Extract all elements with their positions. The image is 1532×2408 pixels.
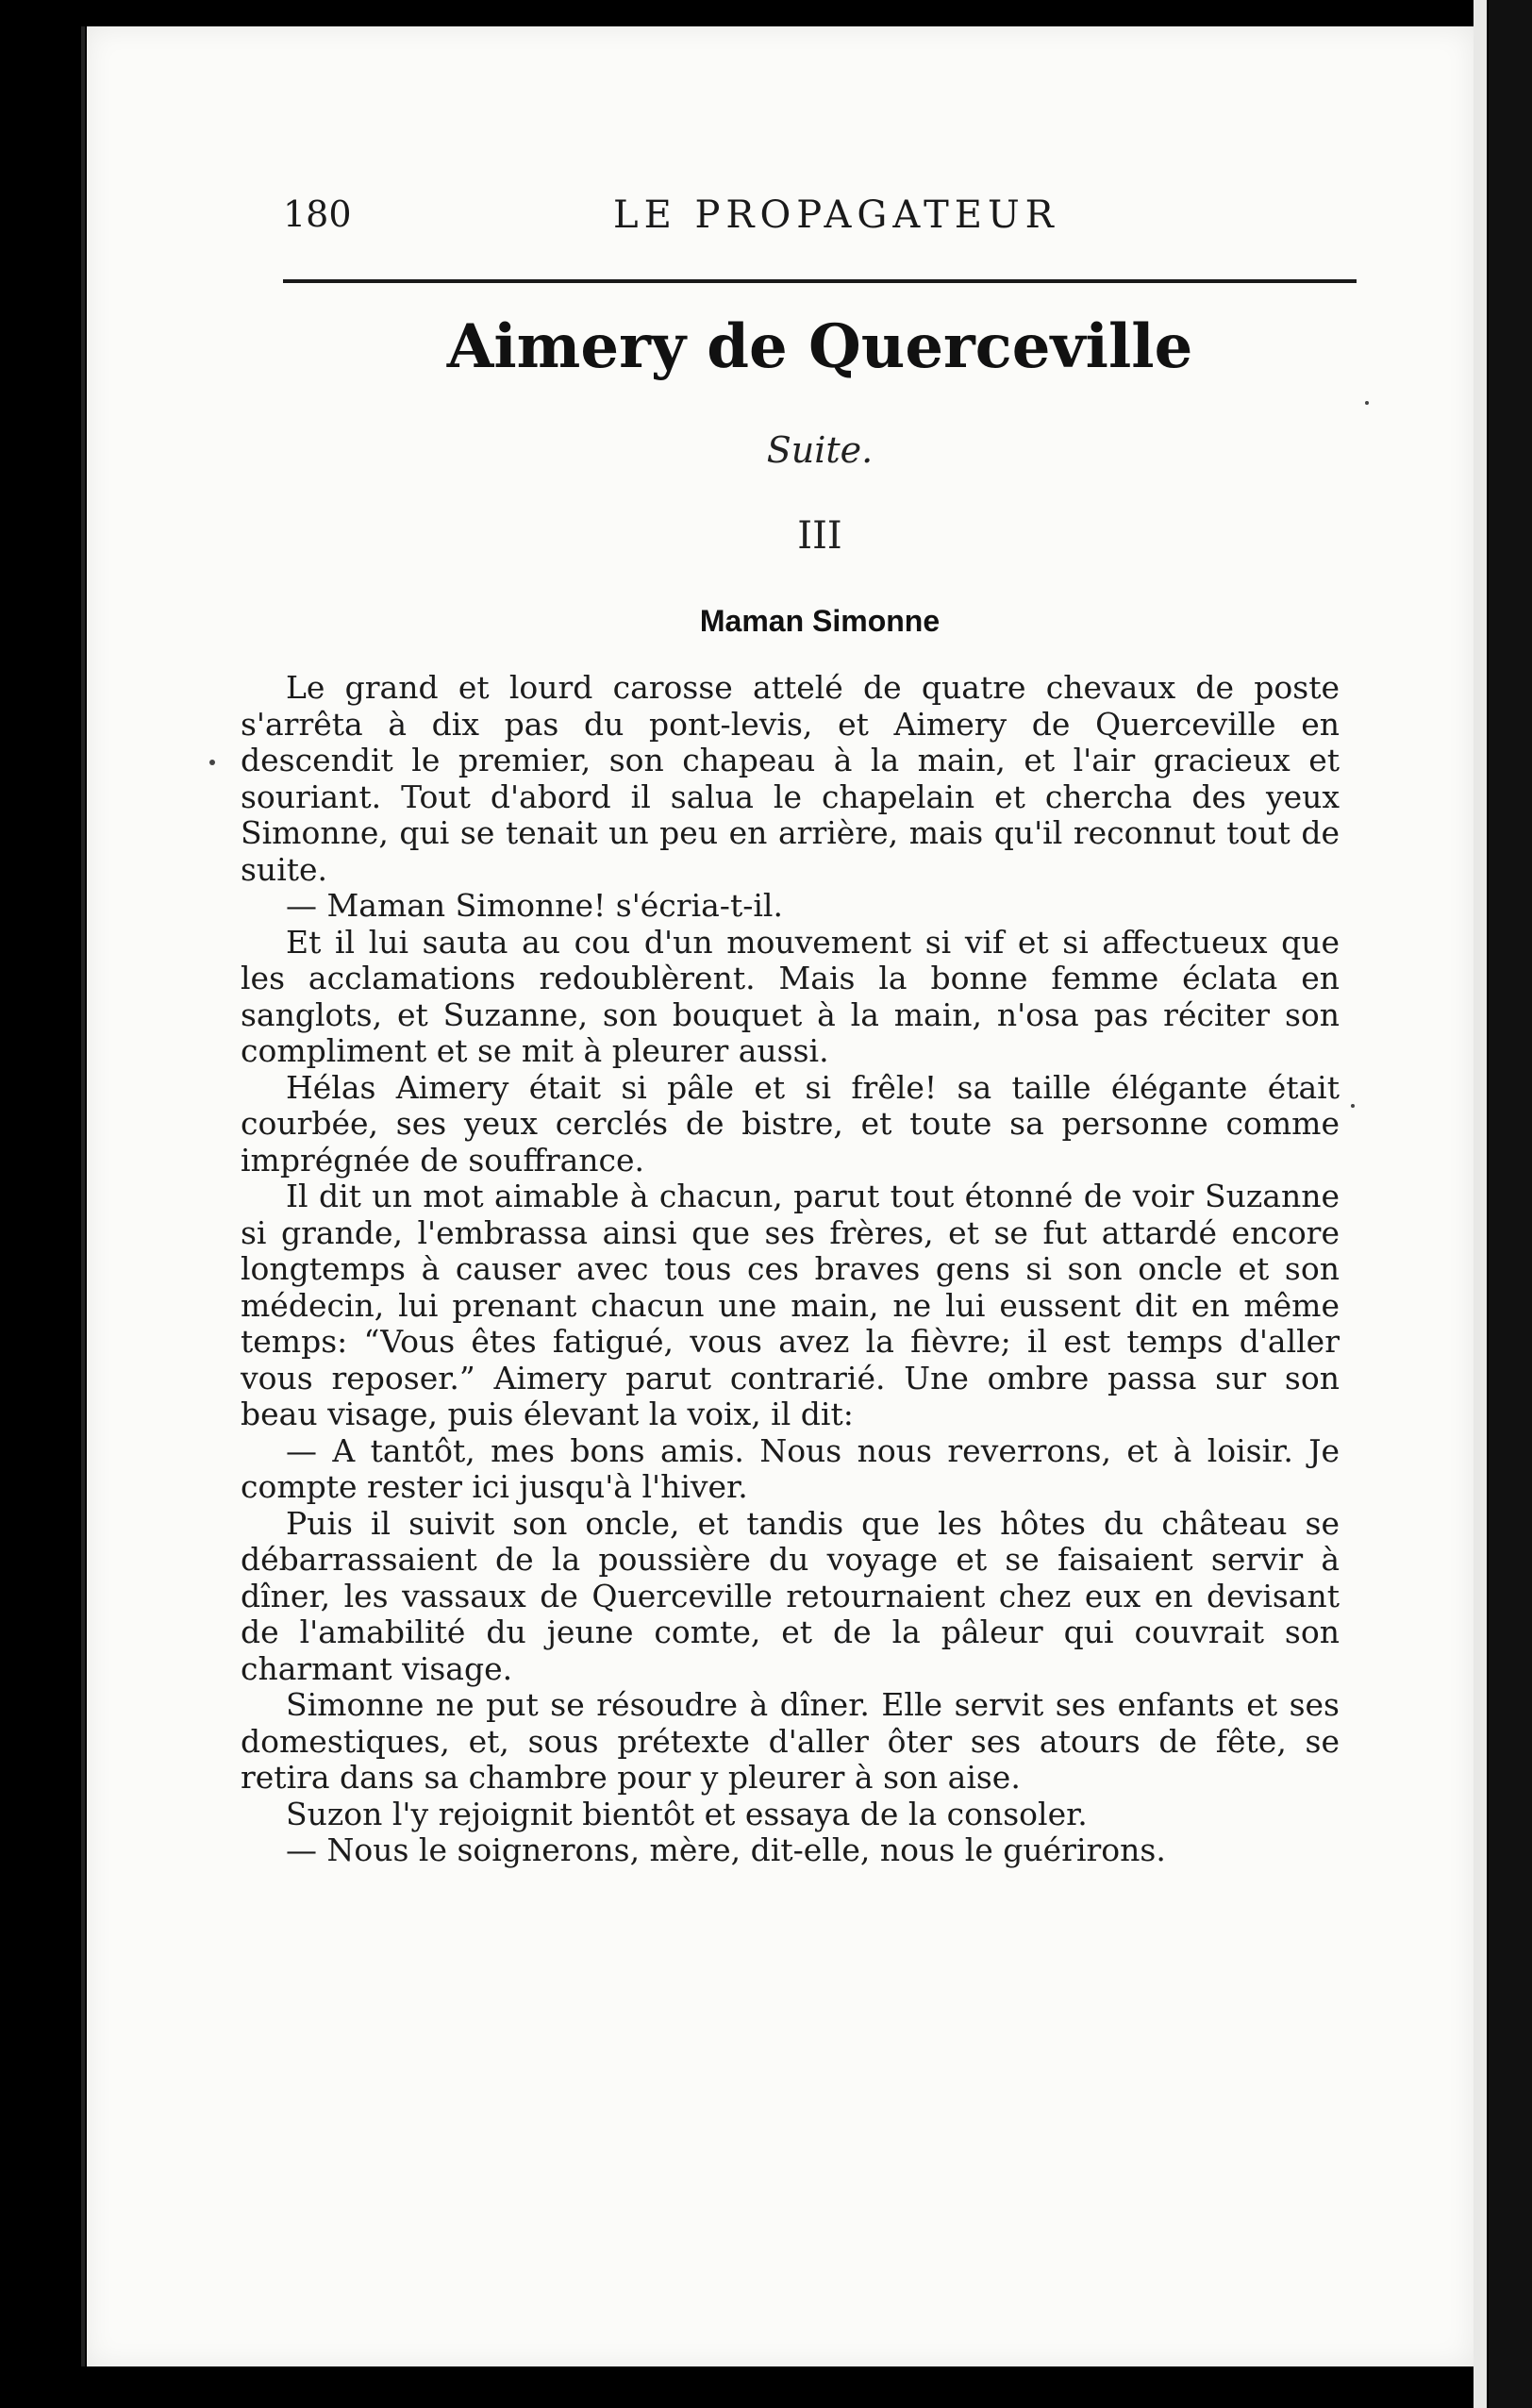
paragraph: Puis il suivit son oncle, et tandis que les hôtes du château se débarrassaient de la poussière du voyage et se faisaient servir à dîner, les vassaux de Querceville retournaient chez eux en devisant de l'amabilité du jeune comte, et de la pâleur qui couvrait son charmant visage. xyxy=(241,1504,1340,1687)
paragraph: — Nous le soignerons, mère, dit-elle, nous le guérirons. xyxy=(286,1831,1166,1868)
paragraph: Simonne ne put se résoudre à dîner. Elle servit ses enfants et ses domestiques, et, sous prétexte d'aller ôter ses atours de fête, se retira dans sa chambre pour y pleurer à son aise. xyxy=(241,1686,1340,1796)
paragraph: Hélas Aimery était si pâle et si frêle! sa taille élégante était courbée, ses yeux cerclés de bistre, et toute sa personne comme imprégnée de souffrance. xyxy=(241,1068,1340,1179)
chapter-title: Maman Simonne xyxy=(699,604,941,638)
article-title: Aimery de Querceville xyxy=(446,311,1193,382)
header-rule xyxy=(283,279,1357,283)
page-number: 180 xyxy=(283,193,352,235)
page-left-border xyxy=(81,26,85,2366)
scan-speck xyxy=(1351,1104,1355,1108)
journal-title: LE PROPAGATEUR xyxy=(613,193,1059,237)
paragraph: Le grand et lourd carosse attelé de quatre chevaux de poste s'arrêta à dix pas du pont-levis, et Aimery de Querceville en descendit le premier, son chapeau à la main, et l'air gracieux et souriant. Tout d'abord il salua le chapelain et chercha des yeux Simonne, qui se tenait un peu en arrière, mais qu'il reconnut tout de suite. xyxy=(241,669,1340,888)
paragraph: Il dit un mot aimable à chacun, parut tout étonné de voir Suzanne si grande, l'embrassa ainsi que ses frères, et se fut attardé encore longtemps à causer avec tous ces braves gens si son oncle et son médecin, lui prenant chacun une main, ne lui eussent dit en même temps: “Vous êtes fatigué, vous avez la fièvre; il est temps d'aller vous reposer.” Aimery parut contrarié. Une ombre passa sur son beau visage, puis élevant la voix, il dit: xyxy=(241,1178,1340,1432)
paragraph: — A tantôt, mes bons amis. Nous nous reverrons, et à loisir. Je compte rester ici jusqu'à l'hiver. xyxy=(241,1431,1340,1505)
article-subtitle: Suite. xyxy=(766,429,874,471)
paragraph: Et il lui sauta au cou d'un mouvement si vif et si affectueux que les acclamations redoublèrent. Mais la bonne femme éclata en sanglots, et Suzanne, son bouquet à la main, n'osa pas réciter son compliment et se mit à pleurer aussi. xyxy=(241,923,1340,1069)
running-head xyxy=(283,193,1358,259)
paragraph: — Maman Simonne! s'écria-t-il. xyxy=(286,887,783,924)
chapter-number: III xyxy=(797,514,842,558)
scan-right-border xyxy=(1489,0,1532,2408)
scan-speck xyxy=(209,760,215,765)
scan-speck xyxy=(1365,401,1369,405)
paragraph: Suzon l'y rejoignit bientôt et essaya de la consoler. xyxy=(286,1795,1088,1832)
article-body xyxy=(241,670,1340,1869)
adjacent-page-edge xyxy=(1474,0,1487,2408)
